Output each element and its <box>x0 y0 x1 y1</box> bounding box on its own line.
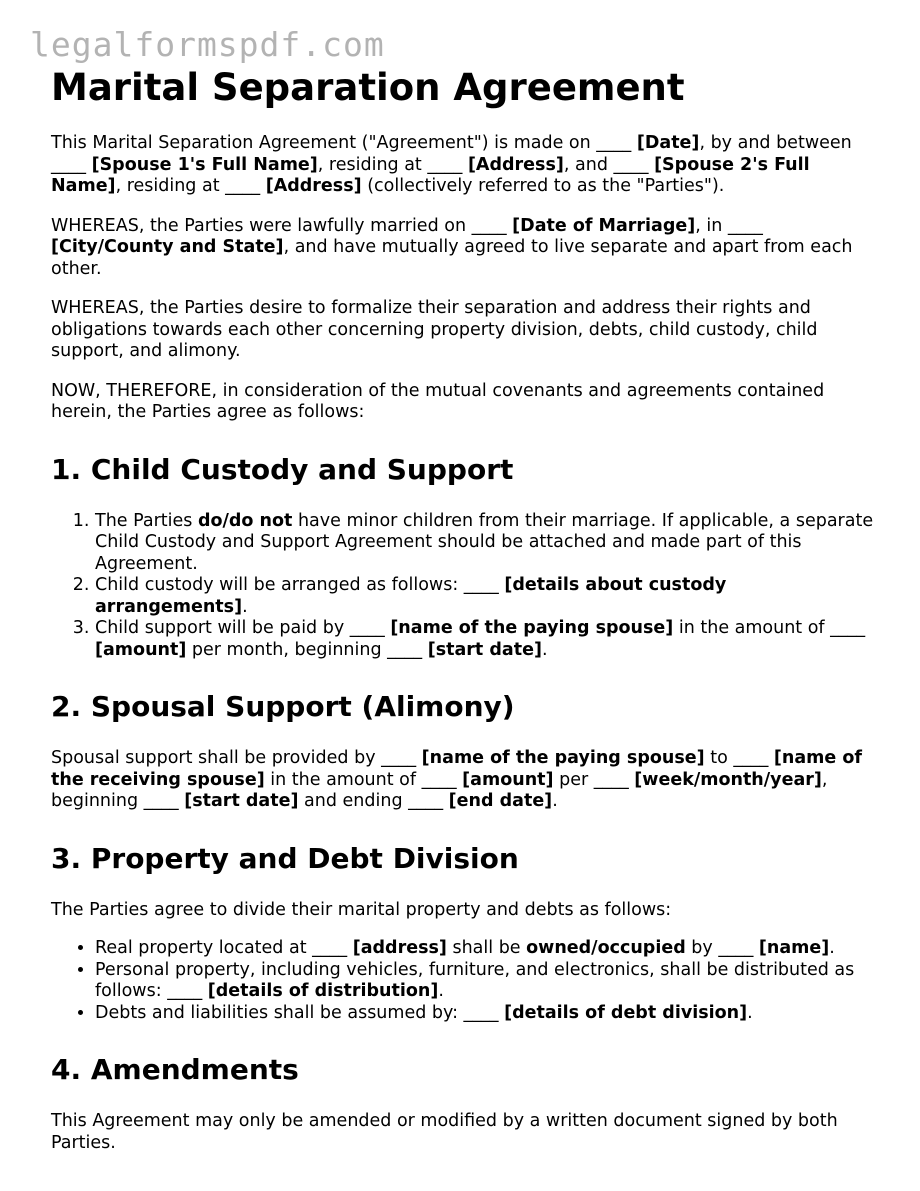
whereas-text: , in ____ <box>695 215 763 236</box>
item-text: . <box>541 639 548 660</box>
list-item <box>95 618 881 661</box>
property-intro-paragraph: The Parties agree to divide their marital property and debts as follows: <box>51 899 672 920</box>
document-title: Marital Separation Agreement <box>51 66 685 109</box>
item-text: Child custody will be arranged as follows: ____ <box>95 575 505 595</box>
amendments-paragraph: This Agreement may only be amended or modified by a written document signed by both Parties. <box>51 1111 838 1153</box>
para-text: in the amount of ____ <box>264 769 463 790</box>
para-text: , beginning ____ <box>51 769 828 811</box>
field-address: [Address] <box>265 176 362 196</box>
field-spouse2-name: [Spouse 2's Full Name] <box>51 154 810 196</box>
item-text: The Parties <box>95 510 198 531</box>
item-text: by ____ <box>685 938 759 958</box>
item-text: Real property located at ____ <box>95 938 353 958</box>
list-item <box>95 938 881 960</box>
field-receiving-spouse: [name of the receiving spouse] <box>51 748 863 790</box>
field-distribution-details: [details of distribution] <box>207 981 439 1001</box>
field-debt-division-details: [details of debt division] <box>504 1002 748 1023</box>
child-custody-list <box>51 511 881 662</box>
field-period: [week/month/year] <box>634 769 822 790</box>
item-text: have minor children from their marriage. If applicable, a separate Child Custody and Support Agreement should be attached and made part of this Agreement. <box>95 510 874 574</box>
item-text: in the amount of ____ <box>673 618 866 638</box>
field-name: [name] <box>758 938 830 958</box>
intro-text: This Marital Separation Agreement ("Agreement") is made on ____ <box>51 133 637 153</box>
section-heading-spousal-support: 2. Spousal Support (Alimony) <box>51 690 515 723</box>
list-item <box>95 1003 881 1025</box>
para-text: to ____ <box>704 748 774 768</box>
item-text: Personal property, including vehicles, furniture, and electronics, shall be distributed as follows: ____ <box>95 959 855 1001</box>
section-heading-property-debt: 3. Property and Debt Division <box>51 841 519 875</box>
intro-text: , residing at ____ <box>115 176 266 196</box>
intro-text: , by and between ____ <box>51 133 852 175</box>
field-paying-spouse: [name of the paying spouse] <box>390 618 674 638</box>
field-custody-details: [details about custody arrangements] <box>95 575 727 617</box>
field-address: [Address] <box>467 154 564 175</box>
field-end-date: [end date] <box>448 791 553 811</box>
whereas-text: WHEREAS, the Parties were lawfully married on ____ <box>51 215 513 236</box>
field-amount: [amount] <box>462 769 554 790</box>
para-text: per ____ <box>553 769 635 790</box>
property-debt-list <box>51 938 881 1024</box>
section-heading-amendments: 4. Amendments <box>51 1053 299 1086</box>
item-text: . <box>242 596 248 617</box>
item-text: shall be <box>446 938 527 958</box>
field-start-date: [start date] <box>184 791 299 811</box>
list-item <box>95 511 881 576</box>
item-text: . <box>829 938 835 958</box>
field-start-date: [start date] <box>427 639 542 660</box>
para-text: and ending ____ <box>298 791 449 811</box>
field-city-county-state: [City/County and State] <box>51 237 284 257</box>
item-text: . <box>747 1002 753 1023</box>
list-item <box>95 960 881 1003</box>
field-do-do-not: do/do not <box>197 510 293 531</box>
watermark: legalformspdf.com <box>30 25 385 64</box>
list-item <box>95 575 881 618</box>
field-spouse1-name: [Spouse 1's Full Name] <box>91 154 318 175</box>
spousal-support-paragraph <box>51 748 881 813</box>
item-text: per month, beginning ____ <box>186 639 428 660</box>
field-date-of-marriage: [Date of Marriage] <box>512 215 696 236</box>
item-text: Debts and liabilities shall be assumed by: ____ <box>95 1002 505 1023</box>
intro-text: , and ____ <box>563 154 655 175</box>
item-text: . <box>438 981 444 1001</box>
field-date: [Date] <box>636 133 700 153</box>
field-paying-spouse: [name of the paying spouse] <box>421 748 705 768</box>
now-therefore-paragraph: NOW, THEREFORE, in consideration of the mutual covenants and agreements contained herein, the Parties agree as follows: <box>51 380 825 422</box>
intro-text: , residing at ____ <box>317 154 468 175</box>
field-address: [address] <box>352 938 447 958</box>
para-text: . <box>552 791 558 811</box>
intro-text: (collectively referred to as the "Parties"). <box>361 176 725 196</box>
item-text: Child support will be paid by ____ <box>95 618 391 638</box>
whereas-marriage-paragraph <box>51 216 881 281</box>
section-heading-child-custody: 1. Child Custody and Support <box>51 452 514 486</box>
field-amount: [amount] <box>95 639 187 660</box>
document-page <box>51 66 881 1154</box>
para-text: Spousal support shall be provided by ____ <box>51 748 422 768</box>
intro-paragraph <box>51 133 881 198</box>
whereas-text: , and have mutually agreed to live separate and apart from each other. <box>51 237 853 279</box>
field-owned-occupied: owned/occupied <box>526 938 686 958</box>
whereas-separation-paragraph: WHEREAS, the Parties desire to formalize their separation and address their rights and obligations towards each other concerning property division, debts, child custody, child support, and alimony. <box>51 298 818 361</box>
